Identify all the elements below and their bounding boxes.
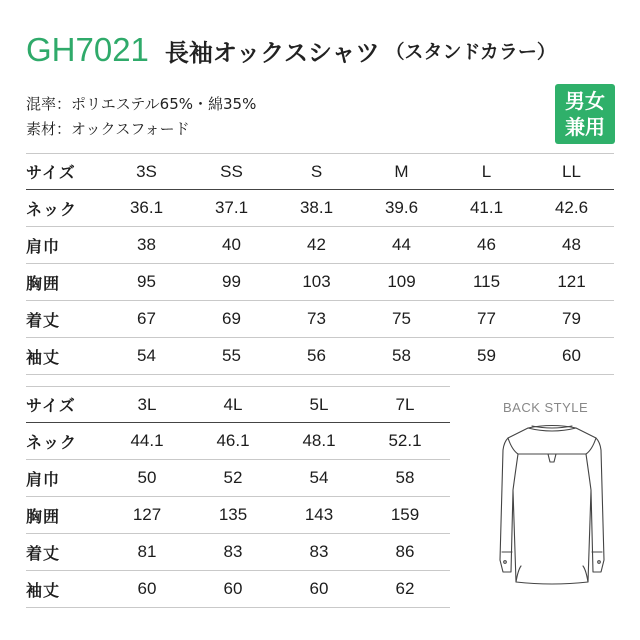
value-cell: 115 — [472, 272, 501, 291]
size-cell: 7L — [395, 394, 415, 414]
size-cell: S — [310, 161, 323, 181]
material: 素材：オックスフォード — [26, 120, 190, 138]
value-cell: 143 — [304, 505, 334, 524]
table-row — [26, 534, 450, 571]
row-label: 着丈 — [26, 545, 61, 563]
value-cell: 48.1 — [302, 431, 336, 450]
value-cell: 60 — [137, 579, 157, 598]
table-row — [26, 460, 450, 497]
value-cell: 55 — [222, 346, 241, 365]
row-label: 肩巾 — [26, 471, 61, 489]
value-cell: 60 — [223, 579, 243, 598]
value-cell: 56 — [307, 346, 326, 365]
size-cell: SS — [220, 161, 243, 181]
value-cell: 135 — [218, 505, 248, 524]
table-row — [26, 264, 614, 301]
value-cell: 44 — [392, 235, 411, 254]
value-cell: 83 — [223, 542, 243, 561]
size-cell: 3S — [136, 161, 157, 181]
row-label: 袖丈 — [26, 582, 61, 600]
value-cell: 81 — [137, 542, 157, 561]
value-cell: 52.1 — [388, 431, 422, 450]
value-cell: 60 — [309, 579, 329, 598]
size-cell: M — [394, 161, 409, 181]
badge-line-1: 男女 — [565, 89, 605, 113]
value-cell: 42 — [307, 235, 326, 254]
value-cell: 44.1 — [130, 431, 164, 450]
value-cell: 59 — [477, 346, 496, 365]
product-title: 長袖オックスシャツ — [164, 38, 380, 67]
table-row — [26, 301, 614, 338]
value-cell: 99 — [222, 272, 241, 291]
value-cell: 39.6 — [384, 198, 419, 217]
value-cell: 77 — [477, 309, 496, 328]
value-cell: 121 — [557, 272, 586, 291]
size-cell: 3L — [137, 394, 157, 414]
size-cell: 4L — [223, 394, 243, 414]
table-row — [26, 190, 614, 227]
table-row — [26, 227, 614, 264]
value-cell: 69 — [222, 309, 241, 328]
shirt-back-icon — [488, 420, 616, 590]
badge-line-2: 兼用 — [565, 115, 605, 139]
page-header — [26, 28, 556, 72]
value-cell: 46.1 — [216, 431, 250, 450]
size-cell: 5L — [309, 394, 329, 414]
size-cell: LL — [562, 161, 581, 181]
row-label: ネック — [26, 434, 78, 452]
value-cell: 58 — [395, 468, 415, 487]
value-cell: 54 — [137, 346, 156, 365]
unisex-badge — [555, 84, 615, 144]
blend-ratio: 混率：ポリエステル65%・綿35% — [26, 95, 257, 113]
value-cell: 109 — [387, 272, 416, 291]
row-label: ネック — [26, 201, 78, 219]
value-cell: 48 — [562, 235, 581, 254]
row-label: 肩巾 — [26, 238, 61, 256]
value-cell: 127 — [132, 505, 162, 524]
row-label: 胸囲 — [26, 508, 61, 526]
value-cell: 52 — [223, 468, 243, 487]
value-cell: 79 — [562, 309, 581, 328]
table-row — [26, 571, 450, 608]
value-cell: 58 — [392, 346, 411, 365]
value-cell: 36.1 — [129, 198, 164, 217]
value-cell: 40 — [222, 235, 241, 254]
product-subtitle: （スタンドカラー） — [385, 40, 556, 63]
size-cell: L — [481, 161, 492, 181]
value-cell: 103 — [302, 272, 331, 291]
value-cell: 67 — [137, 309, 156, 328]
value-cell: 159 — [390, 505, 420, 524]
value-cell: 75 — [392, 309, 411, 328]
value-cell: 62 — [395, 579, 415, 598]
size-header-row — [26, 386, 450, 423]
size-header-label: サイズ — [26, 398, 76, 415]
size-header-row — [26, 153, 614, 190]
size-table-2 — [26, 386, 450, 608]
table-row — [26, 338, 614, 375]
size-header-label: サイズ — [26, 165, 76, 182]
row-label: 着丈 — [26, 312, 61, 330]
table-row — [26, 423, 450, 460]
back-style-label: BACK STYLE — [503, 400, 589, 415]
value-cell: 83 — [309, 542, 329, 561]
row-label: 胸囲 — [26, 275, 61, 293]
value-cell: 95 — [137, 272, 156, 291]
value-cell: 38.1 — [299, 198, 334, 217]
value-cell: 50 — [137, 468, 157, 487]
value-cell: 86 — [395, 542, 415, 561]
value-cell: 37.1 — [214, 198, 249, 217]
table-row — [26, 497, 450, 534]
value-cell: 46 — [477, 235, 496, 254]
value-cell: 60 — [562, 346, 581, 365]
value-cell: 73 — [307, 309, 326, 328]
product-code: GH7021 — [26, 31, 149, 68]
value-cell: 54 — [309, 468, 329, 487]
value-cell: 41.1 — [469, 198, 504, 217]
size-table-1 — [26, 153, 614, 375]
value-cell: 38 — [137, 235, 156, 254]
value-cell: 42.6 — [554, 198, 589, 217]
row-label: 袖丈 — [26, 349, 61, 367]
